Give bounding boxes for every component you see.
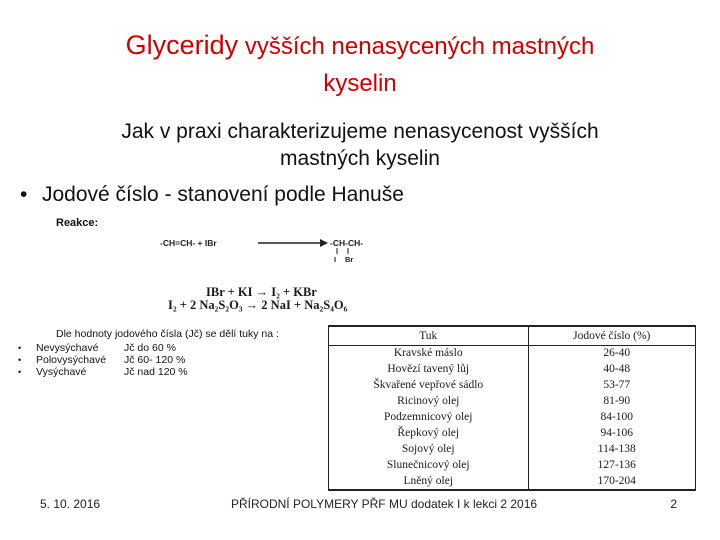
column-header-iodine: Jodové číslo (%) — [528, 326, 696, 345]
fat-name: Slunečnicový olej — [329, 458, 529, 474]
iodine-value: 81-90 — [528, 393, 696, 409]
fat-name: Škvařené vepřové sádlo — [329, 377, 529, 393]
fat-name: Řepkový olej — [329, 426, 529, 442]
table-row — [329, 474, 696, 490]
iodine-value: 170-204 — [528, 474, 696, 490]
footer-date: 5. 10. 2016 — [40, 497, 101, 511]
table-row — [329, 361, 696, 377]
reaction-heading: Reakce: — [56, 217, 99, 229]
table-header-row — [329, 326, 696, 345]
iodine-value: 84-100 — [528, 409, 696, 425]
fat-name: Podzemnicový olej — [329, 409, 529, 425]
fat-name: Hovězí tavený lůj — [329, 361, 529, 377]
bullet-dot-icon: • — [18, 343, 22, 353]
class-name: Vysýchavé — [36, 366, 87, 378]
addition-reaction — [160, 234, 370, 268]
class-range: Jč nad 120 % — [124, 366, 188, 378]
class-name: Nevysýchavé — [36, 342, 99, 354]
footer-page-number: 2 — [670, 497, 677, 511]
reaction-left-side: -CH=CH- + IBr — [160, 238, 217, 248]
fat-name: Ricinový olej — [329, 393, 529, 409]
table-row — [329, 426, 696, 442]
iodine-value: 114-138 — [528, 442, 696, 458]
title-line-2: kyselin — [323, 70, 397, 97]
list-item — [18, 366, 188, 378]
class-range: Jč do 60 % — [124, 342, 176, 354]
bullet-dot-icon: • — [18, 355, 22, 365]
classification-list — [18, 342, 188, 378]
equation-1: IBr + KI → I₂ + KBr — [206, 285, 317, 299]
substituent-iodine: I — [334, 255, 337, 264]
subtitle-line-1: Jak v praxi charakterizujeme nenasycenost vyšších — [121, 120, 599, 143]
substituent-bromine: Br — [345, 255, 354, 264]
reaction-right-side: -CH-CH- — [330, 238, 364, 248]
fat-name: Sojový olej — [329, 442, 529, 458]
bullet-dot-icon: • — [20, 183, 28, 206]
equation-2: I₂ + 2 Na₂S₂O₃ → 2 NaI + Na₂S₄O₆ — [168, 298, 348, 312]
class-name: Polovysýchavé — [36, 354, 107, 366]
table-row — [329, 409, 696, 425]
footer-course: PŘÍRODNÍ POLYMERY PŘF MU dodatek I k lekci 2 2016 — [230, 497, 538, 511]
slide-title — [20, 28, 700, 104]
iodine-value-table — [328, 325, 696, 491]
reaction-arrow-icon — [320, 239, 328, 247]
class-range: Jč 60- 120 % — [124, 354, 186, 366]
iodine-value: 127-136 — [528, 458, 696, 474]
main-bullet — [20, 183, 404, 207]
table-row — [329, 458, 696, 474]
fat-name: Kravské máslo — [329, 345, 529, 361]
main-bullet-text: Jodové číslo - stanovení podle Hanuše — [42, 183, 404, 206]
classification-intro: Dle hodnoty jodového čísla (Jč) se dělí tuky na : — [56, 328, 279, 340]
iodine-value: 53-77 — [528, 377, 696, 393]
column-header-fat: Tuk — [329, 326, 529, 345]
iodine-value: 94-106 — [528, 426, 696, 442]
list-item — [18, 342, 188, 354]
iodine-value: 26-40 — [528, 345, 696, 361]
iodine-value: 40-48 — [528, 361, 696, 377]
subtitle-line-2: mastných kyselin — [280, 147, 440, 170]
bullet-dot-icon: • — [18, 367, 22, 377]
table-row — [329, 393, 696, 409]
list-item — [18, 354, 188, 366]
table-row — [329, 377, 696, 393]
fat-name: Lněný olej — [329, 474, 529, 490]
title-part-2: vyšších nenasycených mastných — [238, 33, 595, 60]
slide-subtitle — [40, 118, 680, 172]
table-row — [329, 442, 696, 458]
table-row — [329, 345, 696, 361]
title-part-1: Glyceridy — [125, 30, 239, 60]
